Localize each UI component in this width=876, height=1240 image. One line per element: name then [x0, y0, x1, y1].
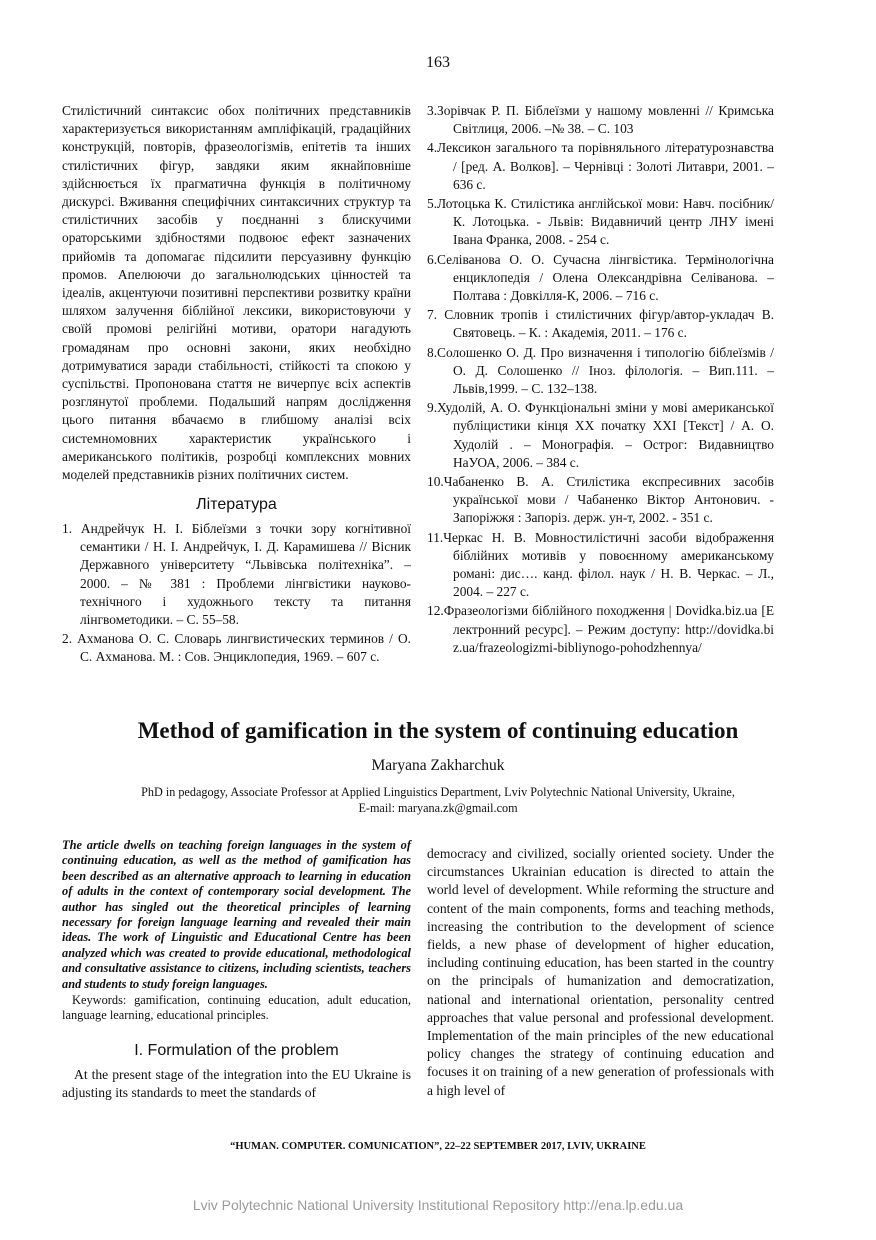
references-heading: Література [196, 496, 277, 513]
conclusion-paragraph [62, 102, 411, 484]
conference-footer: “HUMAN. COMPUTER. COMUNICATION”, 22–22 SEPTEMBER 2017, LVIV, UKRAINE [230, 1141, 646, 1152]
reference-item: 7. Словник тропів і стилістичних фігур/автор-укладач В. Святовець. – К. : Академія, 2011. – 176 с. [427, 307, 774, 341]
abstract-text: The article dwells on teaching foreign languages in the system of continuing education, as well as the method of gamification has been described as an alternative approach to learning in education of adults in the context of contemporary social development. The author has singled out the theoretical principles of learning necessary for foreign language learning and revealed their main ideas. The work of Linguistic and Educational Centre has been analyzed which was created to provide educational, methodological and consultative assistance to citizens, including scientists, teachers and students to study foreign languages. [62, 838, 411, 991]
reference-item: 9.Худолій, А. О. Функціональні зміни у мові американської публіцистики кінця XX початку XXI [Текст] / А. О. Худолій . – Монографія. – Острог: Видавництво НаУОА, 2006. – 384 с. [427, 400, 774, 470]
reference-item: 6.Селіванова О. О. Сучасна лінгвістика. Термінологічна енциклопедія / Олена Олександрівна Селіванова. – Полтава : Довкілля-К, 2006. – 716 с. [427, 251, 774, 304]
page-number: 163 [426, 54, 450, 71]
article-title: Method of gamification in the system of continuing education [137, 718, 739, 743]
reference-item: 4.Лексикон загального та порівняльного літературознавства / [ред. А. Волков]. – Чернівці : Золоті Литаври, 2001. – 636 с. [427, 140, 774, 192]
intro-right [427, 845, 774, 1100]
references-list-right [427, 102, 774, 658]
keywords-text: Keywords: gamification, continuing education, adult education, language learning, educational principles. [62, 993, 411, 1023]
reference-item: 8.Солошенко О. Д. Про визначення і типологію біблеїзмів / О. Д. Солошенко // Іноз. філологія. – Вип.111. – Львів,1999. – С. 132–138. [427, 344, 774, 397]
intro-left [62, 1066, 411, 1102]
reference-item: 2. Ахманова О. С. Словарь лингвистических терминов / О. С. Ахманова. М. : Сов. Энциклопедия, 1969. – 607 с. [62, 631, 411, 665]
affiliation-text: PhD in pedagogy, Associate Professor at Applied Linguistics Department, Lviv Polytechnic National University, Ukraine, [141, 785, 735, 799]
reference-item: 5.Лотоцька К. Стилістика англійської мови: Навч. посібник/ К. Лотоцька. - Львів: Видавничий центр ЛНУ імені Івана Франка, 2008. - 254 с. [427, 196, 774, 248]
reference-item: 11.Черкас Н. В. Мовностилістичні засоби відображення біблійних мотивів у повоєнному американському романі: дис…. канд. філол. наук / Н. В. Черкас. – Л., 2004. – 227 с. [427, 529, 774, 600]
body-text: At the present stage of the integration into the EU Ukraine is adjusting its standards to meet the standards of [62, 1067, 411, 1101]
body-text: Стилістичний синтаксис обох політичних представників характеризується використанням ампліфікацій, градаційних конструкцій, повторів, фразеологізмів, епітетів та інших стилістичних фігур, завдяки яким якнайповніше здійснюється їх прагматична функція в політичному дискурсі. Вживання специфічних синтаксичних структур та стилістичних засобів у поєднанні з блискучими ораторськими здібностями подвоює ефект зазначених прийомів та допомагає підсилити персуазивну функцію промов. Апелюючи до загальнолюдських цінностей та ідеалів, акцентуючи позитивні перспективи розвитку країни шляхом залучення біблійної лексики, використовуючи у своїй промові релігійні мотиви, оратори нагадують громадянам про основні закони, яких необхідно дотримуватися заради стабільності, стійкості та спокою у суспільстві. Пропонована стаття не вичерпує всіх аспектів розглянутої проблеми. Подальший напрям дослідження цього питання вбачаємо в глибшому аналізі всіх системномовних характеристик українського і американського політиків, розробці комплексних мовних моделей представників різних політичних систем. [62, 103, 411, 483]
reference-item: 1. Андрейчук Н. І. Біблеїзми з точки зору когнітивної семантики / Н. І. Андрейчук, І. Д. Карамишева // Вісник Державного університету “Львівська політехніка”. – 2000. – № 381 : Проблеми лінгвістики науково-технічного і художнього тексту та питання лінгвометодики. – С. 55–58. [62, 521, 411, 628]
reference-item: 3.Зорівчак Р. П. Біблеїзми у нашому мовленні // Кримська Світлиця, 2006. –№ 38. – С. 103 [427, 103, 774, 137]
section-heading: I. Formulation of the problem [134, 1042, 339, 1059]
repository-footer: Lviv Polytechnic National University Institutional Repository http://ena.lp.edu.ua [192, 1197, 684, 1213]
abstract-block [62, 838, 411, 1024]
references-list-left [62, 520, 411, 668]
author-affiliation [0, 784, 876, 816]
article-author: Maryana Zakharchuk [371, 757, 505, 774]
author-email: E-mail: maryana.zk@gmail.com [358, 801, 518, 815]
reference-item: 10.Чабаненко В. А. Стилістика експресивних засобів української мови / Чабаненко Віктор Антонович. - Запоріжжя : Запоріз. держ. ун-т, 2002. - 351 с. [427, 474, 774, 526]
reference-item: 12.Фразеологізми біблійного походження | Dovidka.biz.ua [Електронний ресурс]. – Режим доступу: http://dovidka.biz.ua/frazeologizmi-bibliynogo-pohodzhennya/ [427, 603, 774, 655]
body-text: democracy and civilized, socially oriented society. Under the circumstances Ukrainian education is directed to attain the world level of development. While reforming the structure and content of the main components, forms and teaching methods, increasing the contribution to the development of science fields, a new phase of development of higher education, including continuing education, has been started in the country on the principals of humanization and democratization, national and international orientation, personality centred approaches that value personal and professional development. Implementation of the main principles of the new educational policy changes the strategy of continuing education and focuses it on training of a new generation of professionals with a high level of [427, 846, 774, 1098]
